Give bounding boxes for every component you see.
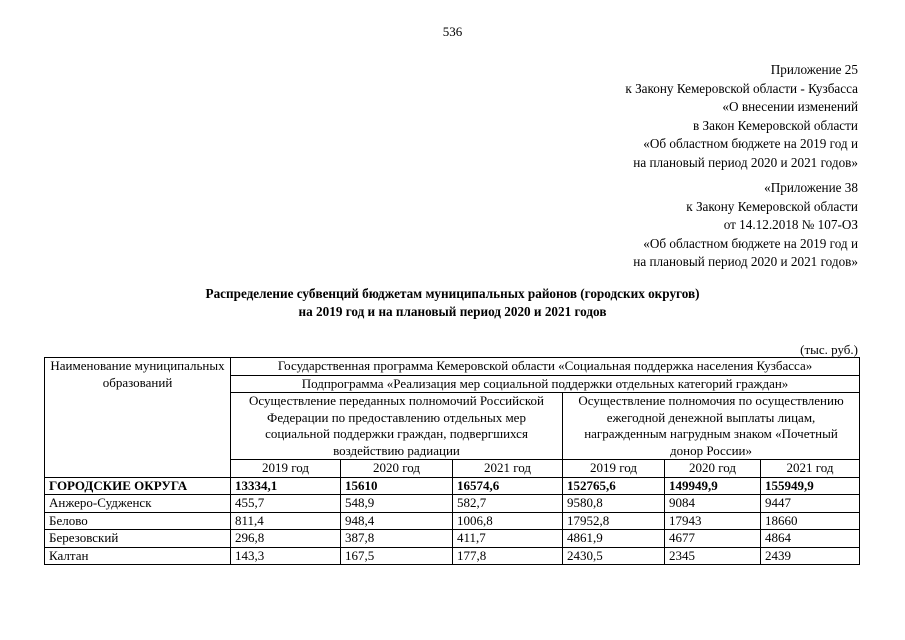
- appendix-38-header: [633, 179, 858, 272]
- year-header: 2021 год: [453, 460, 563, 478]
- municipality-name: Анжеро-Судженск: [45, 495, 231, 513]
- subvention-table: [44, 357, 860, 565]
- appendix-line: «Об областном бюджете на 2019 год и: [643, 136, 858, 151]
- value-cell: 143,3: [231, 547, 341, 565]
- appendix-line: от 14.12.2018 № 107-ОЗ: [723, 217, 858, 232]
- units-label: (тыс. руб.): [800, 342, 858, 357]
- table-row: [45, 495, 860, 513]
- value-cell: 2439: [761, 547, 860, 565]
- value-cell: 9447: [761, 495, 860, 513]
- value-cell: 811,4: [231, 512, 341, 530]
- value-cell: 948,4: [341, 512, 453, 530]
- value-cell: 16574,6: [453, 477, 563, 495]
- year-header: 2020 год: [665, 460, 761, 478]
- group-header-radiation: Осуществление переданных полномочий Российской Федерации по предоставлению отдельных мер социальной поддержки граждан, подвергшихся воздействию радиации: [231, 393, 563, 460]
- value-cell: 582,7: [453, 495, 563, 513]
- value-cell: 17943: [665, 512, 761, 530]
- municipality-name: ГОРОДСКИЕ ОКРУГА: [45, 477, 231, 495]
- value-cell: 4864: [761, 530, 860, 548]
- appendix-line: Приложение 25: [770, 62, 858, 77]
- year-header: 2019 год: [563, 460, 665, 478]
- value-cell: 548,9: [341, 495, 453, 513]
- year-header: 2020 год: [341, 460, 453, 478]
- table-row: [45, 512, 860, 530]
- municipality-name: Калтан: [45, 547, 231, 565]
- table-row: [45, 547, 860, 565]
- value-cell: 155949,9: [761, 477, 860, 495]
- appendix-line: к Закону Кемеровской области - Кузбасса: [625, 80, 858, 96]
- subprogram-header: Подпрограмма «Реализация мер социальной поддержки отдельных категорий граждан»: [231, 375, 860, 393]
- header-row: [45, 358, 860, 376]
- appendix-line: «Об областном бюджете на 2019 год и: [643, 235, 858, 251]
- value-cell: 411,7: [453, 530, 563, 548]
- table-row: [45, 530, 860, 548]
- name-column-header: Наименование муниципальных образований: [45, 358, 231, 478]
- table-row: [45, 477, 860, 495]
- municipality-name: Белово: [45, 512, 231, 530]
- value-cell: 13334,1: [231, 477, 341, 495]
- appendix-line: «О внесении изменений: [722, 99, 858, 114]
- value-cell: 387,8: [341, 530, 453, 548]
- value-cell: 2345: [665, 547, 761, 565]
- appendix-line: на плановый период 2020 и 2021 годов»: [633, 254, 858, 269]
- title-line: Распределение субвенций бюджетам муниципальных районов (городских округов): [205, 286, 700, 301]
- title-line: на 2019 год и на плановый период 2020 и 2021 годов: [298, 304, 607, 319]
- appendix-line: «Приложение 38: [764, 180, 858, 195]
- value-cell: 2430,5: [563, 547, 665, 565]
- value-cell: 4861,9: [563, 530, 665, 548]
- appendix-line: к Закону Кемеровской области: [686, 198, 858, 214]
- value-cell: 18660: [761, 512, 860, 530]
- value-cell: 455,7: [231, 495, 341, 513]
- document-title: [0, 285, 905, 321]
- appendix-25-header: [625, 61, 858, 172]
- appendix-line: на плановый период 2020 и 2021 годов»: [633, 154, 858, 170]
- value-cell: 152765,6: [563, 477, 665, 495]
- value-cell: 296,8: [231, 530, 341, 548]
- value-cell: 177,8: [453, 547, 563, 565]
- value-cell: 9084: [665, 495, 761, 513]
- value-cell: 15610: [341, 477, 453, 495]
- value-cell: 1006,8: [453, 512, 563, 530]
- value-cell: 149949,9: [665, 477, 761, 495]
- group-header-donor: Осуществление полномочия по осуществлению ежегодной денежной выплаты лицам, награжденным нагрудным знаком «Почетный донор России»: [563, 393, 860, 460]
- municipality-name: Березовский: [45, 530, 231, 548]
- value-cell: 17952,8: [563, 512, 665, 530]
- year-header: 2019 год: [231, 460, 341, 478]
- page-number: 536: [442, 24, 463, 39]
- year-header: 2021 год: [761, 460, 860, 478]
- value-cell: 4677: [665, 530, 761, 548]
- value-cell: 9580,8: [563, 495, 665, 513]
- value-cell: 167,5: [341, 547, 453, 565]
- appendix-line: в Закон Кемеровской области: [693, 117, 858, 133]
- program-header: Государственная программа Кемеровской области «Социальная поддержка населения Кузбасса»: [231, 358, 860, 376]
